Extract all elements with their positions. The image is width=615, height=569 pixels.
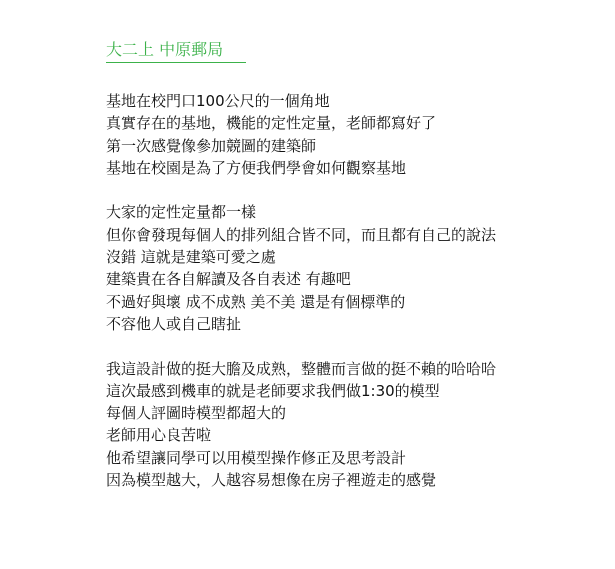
text-line: 他希望讓同學可以用模型操作修正及思考設計 — [106, 448, 407, 467]
text-line: 基地在校園是為了方便我們學會如何觀察基地 — [106, 158, 407, 177]
post-title: 大二上 中原郵局 — [106, 40, 224, 59]
text-line: 真實存在的基地，機能的定性定量，老師都寫好了 — [106, 114, 437, 133]
text-line: 基地在校門口100公尺的一個角地 — [106, 92, 330, 110]
text-line: 我這設計做的挺大膽及成熟，整體而言做的挺不賴的哈哈哈 — [106, 359, 497, 378]
text-line: 建築貴在各自解讀及各自表述 有趣吧 — [106, 270, 351, 289]
title-underline — [106, 62, 246, 63]
post-body — [106, 90, 596, 491]
paragraph-model — [106, 358, 596, 492]
paragraph-gap — [106, 179, 596, 201]
text-line: 不容他人或自己瞎扯 — [106, 314, 242, 333]
text-line: 沒錯 這就是建築可愛之處 — [106, 248, 276, 267]
text-line: 因為模型越大，人越容易想像在房子裡遊走的感覺 — [106, 471, 437, 490]
text-line: 大家的定性定量都一樣 — [106, 203, 257, 222]
text-line: 每個人評圖時模型都超大的 — [106, 404, 287, 423]
text-line: 老師用心良苦啦 — [106, 426, 212, 445]
text-line: 但你會發現每個人的排列組合皆不同，而且都有自己的說法 — [106, 225, 497, 244]
text-line: 這次最感到機車的就是老師要求我們做1:30的模型 — [106, 381, 440, 400]
paragraph-gap — [106, 335, 596, 357]
paragraph-interpretation — [106, 201, 596, 335]
text-line: 不過好與壞 成不成熟 美不美 還是有個標準的 — [106, 292, 406, 311]
paragraph-site — [106, 90, 596, 179]
text-line: 第一次感覺像參加競圖的建築師 — [106, 136, 317, 155]
